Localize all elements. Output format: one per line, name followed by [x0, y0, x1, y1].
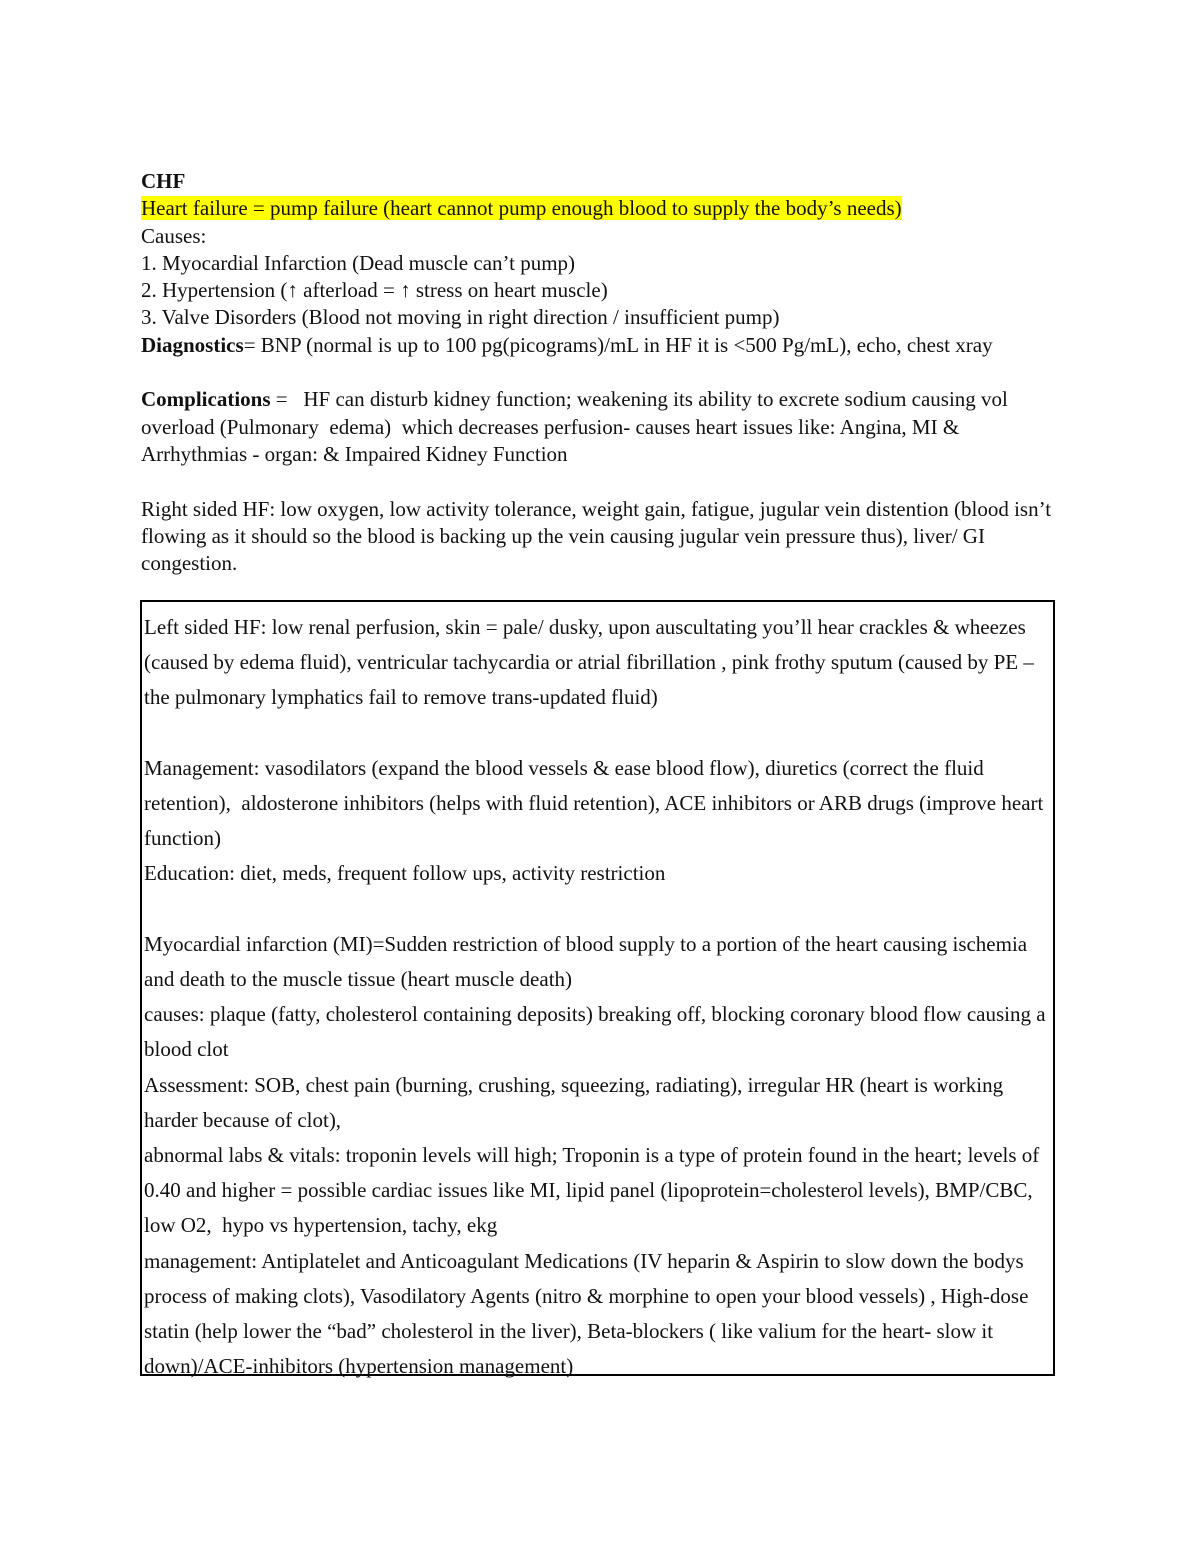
diagnostics-text: = BNP (normal is up to 100 pg(picograms)/mL in HF it is <500 Pg/mL), echo, chest xray [243, 332, 993, 357]
highlighted-definition: Heart failure = pump failure (heart cannot pump enough blood to supply the body’s needs) [141, 196, 902, 221]
education-paragraph: Education: diet, meds, frequent follow ups, activity restriction [144, 861, 666, 886]
spacer [144, 716, 1049, 751]
mi-management-paragraph: management: Antiplatelet and Anticoagulant Medications (IV heparin & Aspirin to slow down the bodys process of making clots), Vasodilatory Agents (nitro & morphine to open your blood vessels) , High-dose statin (help lower the “bad” cholesterol in the liver), Beta-blockers ( like valium for the heart- slow it down)/ACE-inhibitors (hypertension management) [144, 1248, 1029, 1379]
document-body [141, 168, 1061, 577]
right-sided-paragraph: Right sided HF: low oxygen, low activity tolerance, weight gain, fatigue, jugular vein distention (blood isn’t flowing as it should so the blood is backing up the vein causing jugular vein pressure thus), liver/ GI congestion. [141, 496, 1052, 576]
spacer [144, 892, 1049, 927]
complications-text: = HF can disturb kidney function; weakening its ability to excrete sodium causing vol overload (Pulmonary edema) which decreases perfusion- causes heart issues like: Angina, MI & Arrhythmias - organ: & Impaired Kidney Function [141, 387, 1014, 466]
cause-item-2: 2. Hypertension (↑ afterload = ↑ stress on heart muscle) [141, 278, 608, 303]
causes-label: Causes: [141, 223, 207, 248]
cause-item-3: 3. Valve Disorders (Blood not moving in right direction / insufficient pump) [141, 305, 780, 330]
mi-causes-paragraph: causes: plaque (fatty, cholesterol containing deposits) breaking off, blocking coronary blood flow causing a blood clot [144, 1002, 1046, 1062]
document-title: CHF [141, 169, 186, 193]
bordered-notes-box [140, 600, 1055, 1379]
definition-line [141, 195, 1061, 222]
complications-label: Complications [141, 387, 271, 412]
complications-paragraph [141, 386, 1061, 468]
spacer [141, 468, 1061, 495]
mi-definition-paragraph: Myocardial infarction (MI)=Sudden restriction of blood supply to a portion of the heart causing ischemia and death to the muscle tissue (heart muscle death) [144, 931, 1028, 991]
diagnostics-paragraph [141, 332, 1061, 359]
mi-assessment-paragraph: Assessment: SOB, chest pain (burning, crushing, squeezing, radiating), irregular HR (heart is working harder because of clot), [144, 1072, 1004, 1132]
cause-item-1: 1. Myocardial Infarction (Dead muscle can’t pump) [141, 250, 576, 275]
mi-labs-paragraph: abnormal labs & vitals: troponin levels will high; Troponin is a type of protein found in the heart; levels of 0.40 and higher = possible cardiac issues like MI, lipid panel (lipoprotein=cholesterol levels), BMP/CBC, low O2, hypo vs hypertension, tachy, ekg [144, 1143, 1045, 1238]
management-paragraph: Management: vasodilators (expand the blood vessels & ease blood flow), diuretics (correct the fluid retention), aldosterone inhibitors (helps with fluid retention), ACE inhibitors or ARB drugs (improve heart function) [144, 755, 1049, 851]
left-sided-paragraph: Left sided HF: low renal perfusion, skin = pale/ dusky, upon auscultating you’ll hear crackles & wheezes (caused by edema fluid), ventricular tachycardia or atrial fibrillation , pink frothy sputum (caused by PE – the pulmonary lymphatics fail to remove trans-updated fluid) [144, 615, 1034, 710]
diagnostics-label: Diagnostics [141, 332, 244, 357]
spacer [141, 359, 1061, 386]
